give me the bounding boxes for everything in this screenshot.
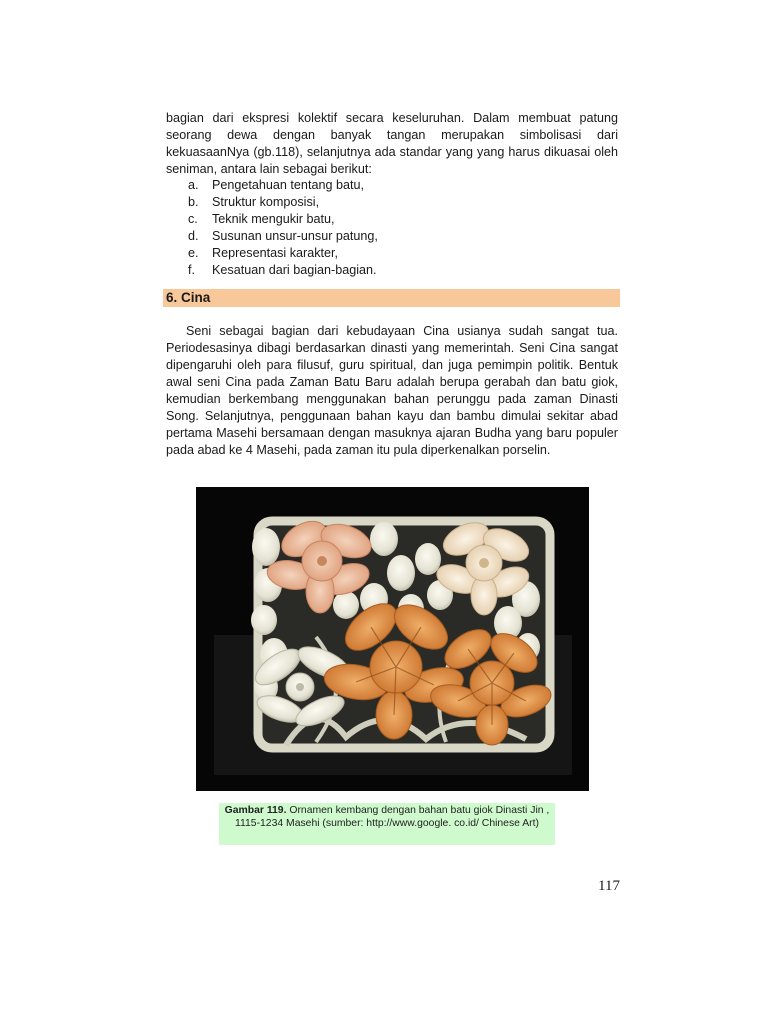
list-item: [166, 211, 618, 228]
figure-caption: [219, 803, 555, 845]
list-marker: b.: [188, 195, 199, 209]
list-text: Teknik mengukir batu,: [212, 212, 335, 226]
list-text: Kesatuan dari bagian-bagian.: [212, 263, 377, 277]
list-marker: e.: [188, 246, 199, 260]
jade-ornament-photo: [196, 487, 589, 791]
list-marker: a.: [188, 178, 199, 192]
list-text: Struktur komposisi,: [212, 195, 320, 209]
jade-ornament-illustration: [196, 487, 589, 791]
list-item: [166, 194, 618, 211]
requirements-list: [166, 177, 618, 279]
list-marker: f.: [188, 263, 195, 277]
list-marker: c.: [188, 212, 198, 226]
list-text: Representasi karakter,: [212, 246, 338, 260]
list-text: Susunan unsur-unsur patung,: [212, 229, 378, 243]
page-number: 117: [598, 878, 620, 894]
caption-label: Gambar 119.: [224, 805, 287, 816]
caption-text: Ornamen kembang dengan bahan batu giok Dinasti Jin , 1115-1234 Masehi (sumber: http://www.google. co.id/ Chinese Art): [235, 805, 550, 829]
section-heading: 6. Cina: [163, 289, 620, 307]
list-item: [166, 245, 618, 262]
list-item: [166, 262, 618, 279]
list-item: [166, 177, 618, 194]
intro-paragraph: bagian dari ekspresi kolektif secara keseluruhan. Dalam membuat patung seorang dewa dengan banyak tangan merupakan simbolisasi dari kekuasaanNya (gb.118), selanjutnya ada standar yang yang harus dikuasai oleh seniman, antara lain sebagai berikut:: [166, 111, 618, 176]
list-marker: d.: [188, 229, 199, 243]
list-text: Pengetahuan tentang batu,: [212, 178, 364, 192]
list-item: [166, 228, 618, 245]
section-paragraph: Seni sebagai bagian dari kebudayaan Cina usianya sudah sangat tua. Periodesasinya dibagi berdasarkan dinasti yang memerintah. Seni Cina sangat dipengaruhi oleh para filusuf, guru spiritual, dan juga pemimpin politik. Bentuk awal seni Cina pada Zaman Batu Baru adalah berupa gerabah dan batu giok, kemudian berkembang menggunakan bahan perunggu pada zaman Dinasti Song. Selanjutnya, penggunaan bahan kayu dan bambu dimulai sekitar abad pertama Masehi bersamaan dengan masuknya ajaran Budha yang baru populer pada abad ke 4 Masehi, pada zaman itu pula diperkenalkan porselin.: [166, 324, 618, 457]
